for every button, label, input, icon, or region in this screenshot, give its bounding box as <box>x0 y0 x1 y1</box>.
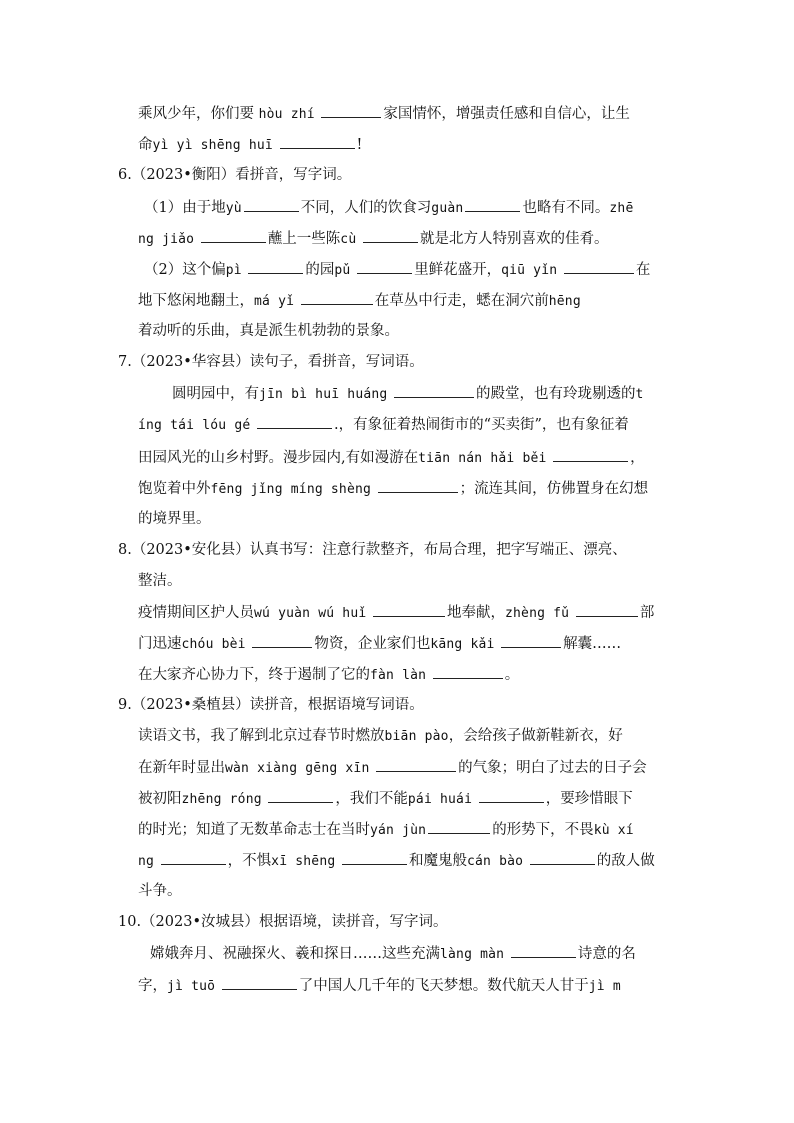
text: 嫦娥奔月、祝融探火、羲和探日……这些充满 <box>150 946 440 962</box>
pinyin: zhèng fǔ <box>504 606 570 621</box>
answer-blank[interactable] <box>252 633 312 648</box>
answer-blank[interactable] <box>268 788 333 803</box>
q9-line-1 <box>138 726 794 747</box>
pinyin: qiū yǐn <box>501 263 558 278</box>
pinyin: jì m <box>588 979 621 994</box>
text: 读语文书，我了解到北京过春节时燃放 <box>138 728 385 744</box>
q9-line-2 <box>138 757 794 779</box>
text: 疫情期间区护人员 <box>138 605 254 621</box>
answer-blank[interactable] <box>301 290 373 305</box>
q7-line-4 <box>138 478 794 500</box>
answer-blank[interactable] <box>564 259 634 274</box>
text: 的殿堂，也有玲珑剔透的 <box>476 386 636 402</box>
answer-blank[interactable] <box>363 228 418 243</box>
pinyin: yán jùn <box>370 823 427 838</box>
answer-blank[interactable] <box>222 975 297 990</box>
answer-blank[interactable] <box>257 414 332 429</box>
answer-blank[interactable] <box>248 259 303 274</box>
pinyin: zhē <box>609 201 634 216</box>
q8-line-3 <box>138 664 794 686</box>
text: 被初阳 <box>138 791 182 807</box>
text: 不同，人们的饮食习 <box>300 200 432 216</box>
answer-blank[interactable] <box>553 447 628 462</box>
pinyin: ng <box>138 854 155 869</box>
question-10-heading: 10.（2023•汝城县）根据语境，读拼音，写字词。 <box>118 914 448 930</box>
text: 的气象；明白了过去的日子会 <box>458 760 647 776</box>
q7-line-3 <box>138 447 794 469</box>
pinyin: chóu bèi <box>181 637 246 652</box>
text: 了中国人几千年的飞天梦想。数代航天人甘于 <box>298 978 589 994</box>
q10-line-1 <box>150 943 794 965</box>
pinyin: fēng jǐng míng shèng <box>210 482 372 497</box>
pinyin: pǔ <box>334 263 351 278</box>
q6-line-4 <box>138 290 794 312</box>
pinyin: zhēng róng <box>181 792 262 807</box>
text: 乘风少年，你们要 <box>138 106 259 122</box>
q7-line-1 <box>172 383 794 405</box>
text: ，我们不能 <box>335 791 408 807</box>
pinyin: wàn xiàng gēng xīn <box>225 761 370 776</box>
q9-line-4 <box>138 819 794 841</box>
pinyin: xī shēng <box>271 854 336 869</box>
q9-line-5 <box>138 850 794 872</box>
text: 就是北方人特别喜欢的佳肴。 <box>419 231 609 247</box>
text: 蘸上一些陈 <box>267 231 341 247</box>
answer-blank[interactable] <box>357 259 412 274</box>
question-8-heading-cont: 整洁。 <box>138 573 182 589</box>
pinyin: ng jiǎo <box>138 232 195 247</box>
text: （2）这个偏 <box>144 262 226 278</box>
q10-line-2 <box>138 975 794 997</box>
answer-blank[interactable] <box>342 850 407 865</box>
pinyin: làng màn <box>440 947 505 962</box>
text: 解囊…… <box>563 636 622 652</box>
text: 部 <box>639 605 655 621</box>
text: 在新年时显出 <box>138 760 225 776</box>
pinyin: cù <box>340 232 357 247</box>
q7-line-5: 的境界里。 <box>138 511 211 527</box>
pinyin: jì tuō <box>167 979 216 994</box>
pinyin: guàn <box>431 201 464 216</box>
text: ， <box>630 450 645 466</box>
pinyin: jīn bì huī huáng <box>259 387 388 402</box>
text: 的园 <box>305 262 335 278</box>
text: 圆明园中，有 <box>172 386 259 402</box>
text: 字， <box>138 978 167 994</box>
answer-blank[interactable] <box>428 819 490 834</box>
text: 家国情怀，增强责任感和自信心，让生 <box>383 106 630 122</box>
pinyin: hēng <box>548 294 581 309</box>
answer-blank[interactable] <box>373 602 445 617</box>
text: 和魔鬼般 <box>409 853 467 869</box>
text: 的敌人做 <box>596 853 655 869</box>
q6-line-5: 着动听的乐曲，真是派生机勃勃的景象。 <box>138 323 399 339</box>
text: 门迅速 <box>138 636 182 652</box>
q6-line-3 <box>144 259 794 281</box>
answer-blank[interactable] <box>576 602 638 617</box>
continuation-line-2 <box>138 134 794 156</box>
pinyin: pái huái <box>407 792 473 807</box>
answer-blank[interactable] <box>433 664 503 679</box>
answer-blank[interactable] <box>394 383 474 398</box>
answer-blank[interactable] <box>511 943 576 958</box>
answer-blank[interactable] <box>501 633 561 648</box>
q7-line-2 <box>138 414 794 436</box>
answer-blank[interactable] <box>376 757 456 772</box>
text: 田园风光的山乡村野。漫步园内,有如漫游在 <box>138 450 419 466</box>
text: 诗意的名 <box>577 946 636 962</box>
question-6-heading: 6.（2023•衡阳）看拼音，写字词。 <box>118 167 352 183</box>
pinyin: t <box>635 387 644 402</box>
question-7-heading: 7.（2023•华容县）读句子，看拼音，写词语。 <box>118 354 424 370</box>
text: ，会给孩子做新鞋新衣，好 <box>448 728 623 744</box>
text: 的形势下，不畏 <box>492 822 594 838</box>
pinyin: biān pào <box>384 729 449 744</box>
q6-line-1 <box>144 197 794 219</box>
q6-line-2 <box>138 228 794 250</box>
text: 在大家齐心协力下，终于遏制了它的 <box>138 667 370 683</box>
answer-blank[interactable] <box>530 850 595 865</box>
text: 饱览着中外 <box>138 481 211 497</box>
answer-blank[interactable] <box>465 197 520 212</box>
text: 物资，企业家们也 <box>314 636 431 652</box>
pinyin: kù xí <box>593 823 634 838</box>
text: ；流连其间，仿佛置身在幻想 <box>459 481 649 497</box>
text: 。 <box>504 667 520 683</box>
pinyin: pì <box>225 263 242 278</box>
text: .，有象征着热闹街市的“买卖街”，也有象征着 <box>333 417 629 433</box>
pinyin: tiān nán hǎi běi <box>418 451 547 466</box>
pinyin: kāng kǎi <box>430 637 495 652</box>
text: 地奉献， <box>446 605 505 621</box>
text: 里鲜花盛开， <box>414 262 502 278</box>
answer-blank[interactable] <box>201 228 266 243</box>
answer-blank[interactable] <box>280 134 355 149</box>
pinyin: yì yì shēng huī <box>152 138 273 153</box>
text: 命 <box>138 137 153 153</box>
q9-line-6: 斗争。 <box>138 883 182 899</box>
q8-line-1 <box>138 602 794 624</box>
text: 的时光；知道了无数革命志士在当时 <box>138 822 370 838</box>
answer-blank[interactable] <box>378 478 458 493</box>
pinyin: yù <box>225 201 242 216</box>
text: ，要珍惜眼下 <box>545 791 633 807</box>
text: ，不惧 <box>227 853 272 869</box>
pinyin: má yǐ <box>254 294 295 309</box>
q8-line-2 <box>138 633 794 655</box>
text: ! <box>356 137 363 153</box>
answer-blank[interactable] <box>244 197 299 212</box>
answer-blank[interactable] <box>479 788 544 803</box>
text: 地下悠闲地翻土， <box>138 293 254 309</box>
text: （1）由于地 <box>144 200 226 216</box>
text: 也略有不同。 <box>522 200 610 216</box>
text: 在草丛中行走，蟋在洞穴前 <box>374 293 549 309</box>
pinyin: íng tái lóu gé <box>138 418 251 433</box>
pinyin: cán bào <box>467 854 524 869</box>
answer-blank[interactable] <box>161 850 226 865</box>
text: 在 <box>635 262 651 278</box>
pinyin: hòu zhí <box>258 107 315 122</box>
answer-blank[interactable] <box>321 103 381 118</box>
pinyin: wú yuàn wú huǐ <box>254 606 367 621</box>
question-9-heading: 9.（2023•桑植县）读拼音，根据语境写词语。 <box>118 697 424 713</box>
q9-line-3 <box>138 788 794 810</box>
continuation-line-1 <box>138 103 794 125</box>
question-8-heading: 8.（2023•安化县）认真书写：注意行款整齐，布局合理，把字写端正、漂亮、 <box>118 542 627 558</box>
pinyin: fàn làn <box>370 668 427 683</box>
